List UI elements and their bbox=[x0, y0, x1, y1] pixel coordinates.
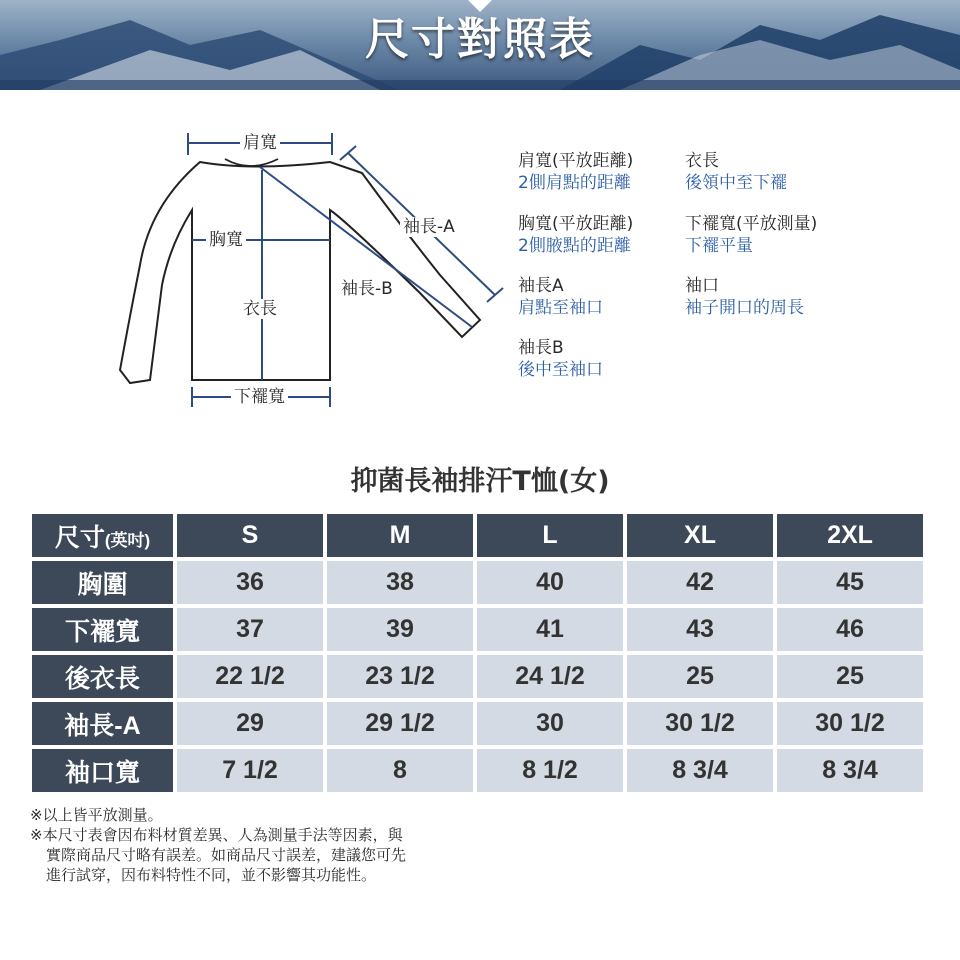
table-cell: 29 bbox=[177, 702, 323, 745]
size-header: 2XL bbox=[777, 514, 923, 557]
footnotes bbox=[30, 805, 406, 885]
table-cell: 25 bbox=[777, 655, 923, 698]
legend-item-sleeve-a bbox=[518, 275, 603, 319]
table-cell: 24 1/2 bbox=[477, 655, 623, 698]
table-cell: 23 1/2 bbox=[327, 655, 473, 698]
legend-term: 下襬寬(平放測量) bbox=[685, 214, 818, 234]
legend-term: 衣長 bbox=[685, 151, 719, 171]
chest-label: 胸寬 bbox=[206, 230, 246, 250]
table-cell: 30 1/2 bbox=[627, 702, 773, 745]
sleeve-b-label: 袖長-B bbox=[338, 279, 396, 299]
row-label: 袖口寬 bbox=[32, 749, 173, 792]
size-header: S bbox=[177, 514, 323, 557]
banner-notch bbox=[468, 0, 492, 12]
table-cell: 38 bbox=[327, 561, 473, 604]
row-label: 袖長-A bbox=[32, 702, 173, 745]
table-row bbox=[32, 749, 923, 792]
size-table bbox=[28, 510, 927, 796]
legend-desc: 袖子開口的周長 bbox=[685, 298, 804, 318]
row-label: 胸圍 bbox=[32, 561, 173, 604]
page-title: 尺寸對照表 bbox=[365, 14, 595, 65]
table-row bbox=[32, 608, 923, 651]
legend-item-cuff bbox=[685, 275, 804, 319]
legend-item-hem bbox=[685, 213, 817, 257]
hem-label: 下襬寬 bbox=[231, 387, 288, 407]
table-cell: 30 bbox=[477, 702, 623, 745]
size-header: XL bbox=[627, 514, 773, 557]
corner-main: 尺寸 bbox=[54, 523, 105, 552]
legend-item-length bbox=[685, 150, 787, 194]
header-banner bbox=[0, 0, 960, 90]
table-cell: 29 1/2 bbox=[327, 702, 473, 745]
table-cell: 39 bbox=[327, 608, 473, 651]
table-row bbox=[32, 561, 923, 604]
table-cell: 8 1/2 bbox=[477, 749, 623, 792]
table-cell: 46 bbox=[777, 608, 923, 651]
shoulder-label: 肩寬 bbox=[240, 133, 280, 153]
footnote-line: 進行試穿，因布料特性不同，並不影響其功能性。 bbox=[46, 866, 377, 884]
table-row bbox=[32, 702, 923, 745]
legend-desc: 2側肩點的距離 bbox=[518, 173, 631, 193]
footnote-line: 實際商品尺寸略有誤差。如商品尺寸誤差，建議您可先 bbox=[46, 846, 407, 864]
corner-unit: (英吋) bbox=[104, 530, 151, 550]
row-label: 下襬寬 bbox=[32, 608, 173, 651]
legend-term: 袖口 bbox=[685, 276, 719, 296]
table-cell: 30 1/2 bbox=[777, 702, 923, 745]
legend-item-sleeve-b bbox=[518, 337, 603, 381]
table-header-row bbox=[32, 514, 923, 557]
table-cell: 36 bbox=[177, 561, 323, 604]
table-cell: 40 bbox=[477, 561, 623, 604]
table-cell: 22 1/2 bbox=[177, 655, 323, 698]
legend-term: 袖長A bbox=[518, 276, 564, 296]
table-cell: 7 1/2 bbox=[177, 749, 323, 792]
legend-desc: 肩點至袖口 bbox=[518, 298, 603, 318]
table-cell: 25 bbox=[627, 655, 773, 698]
legend-term: 肩寬(平放距離) bbox=[518, 151, 634, 171]
legend-desc: 2側腋點的距離 bbox=[518, 236, 631, 256]
size-header: M bbox=[327, 514, 473, 557]
table-cell: 8 3/4 bbox=[627, 749, 773, 792]
size-header: L bbox=[477, 514, 623, 557]
legend-item-chest bbox=[518, 213, 633, 257]
legend-desc: 下襬平量 bbox=[685, 236, 753, 256]
table-row bbox=[32, 655, 923, 698]
table-cell: 8 3/4 bbox=[777, 749, 923, 792]
footnote-line: ※本尺寸表會因布料材質差異、人為測量手法等因素，與 bbox=[30, 826, 403, 844]
table-cell: 8 bbox=[327, 749, 473, 792]
table-cell: 37 bbox=[177, 608, 323, 651]
length-label: 衣長 bbox=[240, 299, 280, 319]
legend-desc: 後中至袖口 bbox=[518, 360, 603, 380]
table-cell: 43 bbox=[627, 608, 773, 651]
legend-item-shoulder bbox=[518, 150, 633, 194]
corner-header bbox=[32, 514, 173, 557]
table-cell: 41 bbox=[477, 608, 623, 651]
legend-desc: 後領中至下襬 bbox=[685, 173, 787, 193]
table-cell: 42 bbox=[627, 561, 773, 604]
legend-term: 袖長B bbox=[518, 338, 564, 358]
sleeve-a-label: 袖長-A bbox=[400, 217, 458, 237]
table-cell: 45 bbox=[777, 561, 923, 604]
legend-term: 胸寬(平放距離) bbox=[518, 214, 634, 234]
shirt-outline-icon bbox=[100, 115, 520, 425]
footnote-line: ※以上皆平放測量。 bbox=[30, 806, 163, 824]
table-title: 抑菌長袖排汗T恤(女) bbox=[350, 466, 610, 497]
row-label: 後衣長 bbox=[32, 655, 173, 698]
shirt-diagram bbox=[100, 115, 520, 425]
